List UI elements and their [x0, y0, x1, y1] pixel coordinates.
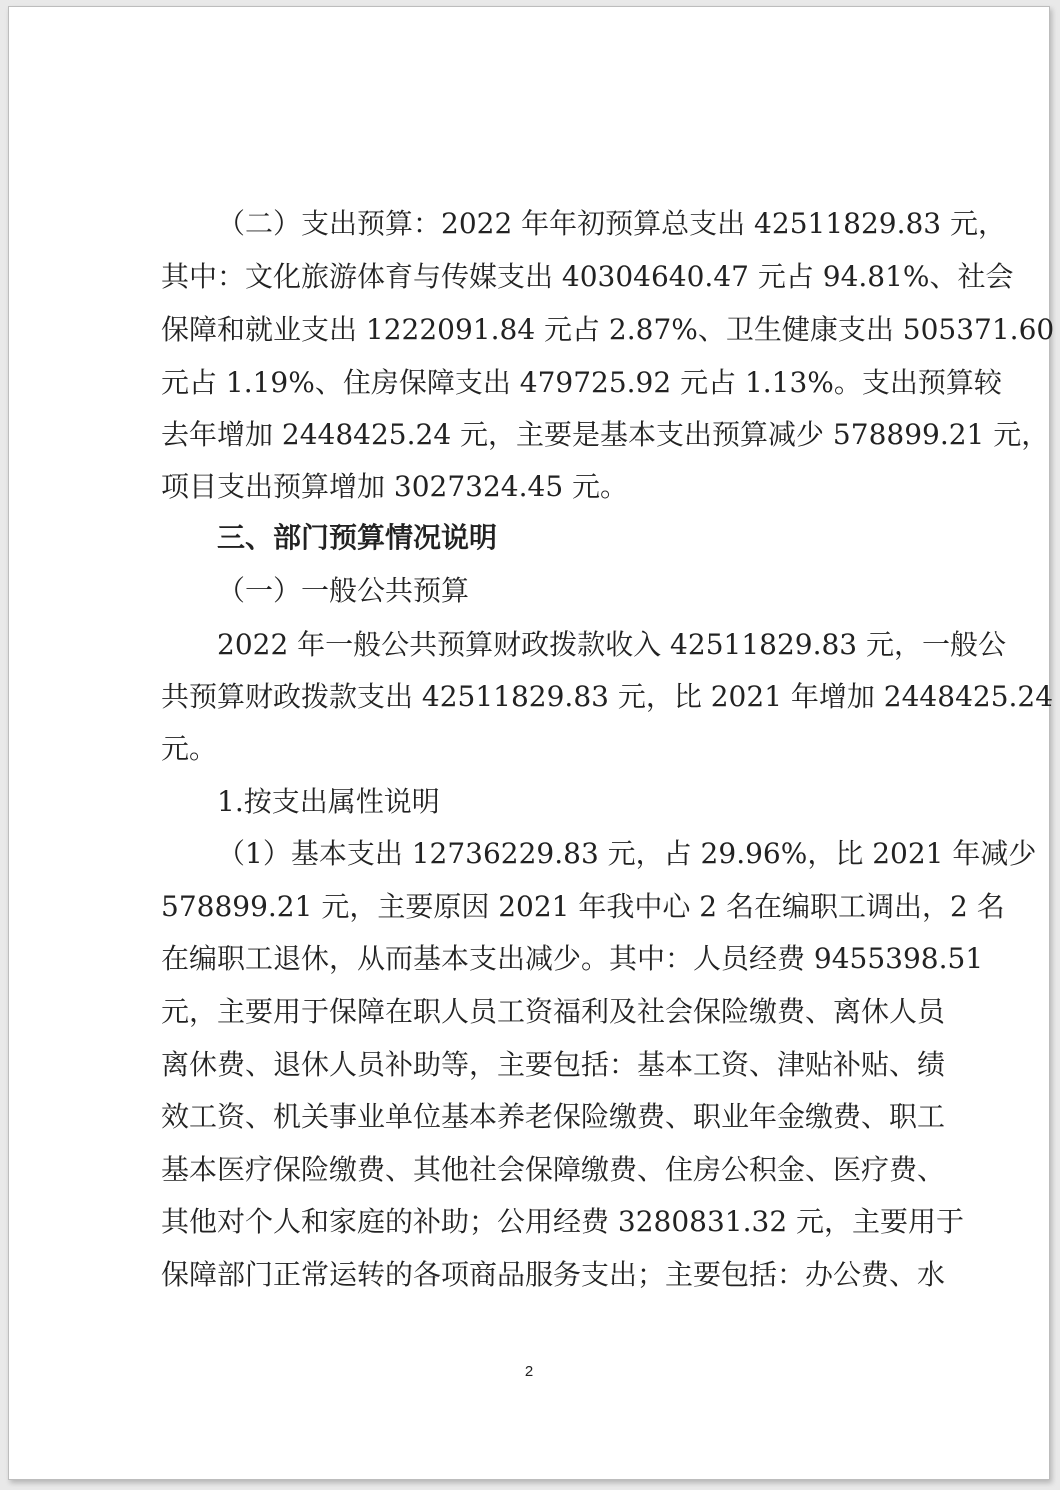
page-number: 2 — [524, 1363, 534, 1380]
text-line: 元。 — [161, 732, 218, 765]
text-line: 元，主要用于保障在职人员工资福利及社会保险缴费、离休人员 — [161, 995, 946, 1028]
text-line: 其中：文化旅游体育与传媒支出 40304640.47 元占 94.81%、社会 — [161, 260, 1014, 293]
text-line: 其他对个人和家庭的补助；公用经费 3280831.32 元，主要用于 — [161, 1205, 965, 1238]
subsection-heading: （一）一般公共预算 — [217, 574, 470, 607]
text-line: 2022 年一般公共预算财政拨款收入 42511829.83 元，一般公 — [217, 628, 1007, 661]
text-line: 去年增加 2448425.24 元，主要是基本支出预算减少 578899.21 元， — [161, 418, 1050, 451]
subsection-heading: 1.按支出属性说明 — [217, 785, 440, 818]
text-line: （二）支出预算：2022 年年初预算总支出 42511829.83 元， — [217, 207, 1007, 240]
text-line: 在编职工退休，从而基本支出减少。其中：人员经费 9455398.51 — [161, 942, 984, 975]
text-line: 效工资、机关事业单位基本养老保险缴费、职业年金缴费、职工 — [161, 1100, 946, 1133]
text-line: 离休费、退休人员补助等，主要包括：基本工资、津贴补贴、绩 — [161, 1048, 946, 1081]
text-line: 项目支出预算增加 3027324.45 元。 — [161, 470, 629, 503]
text-line: 保障和就业支出 1222091.84 元占 2.87%、卫生健康支出 505371.60 — [161, 313, 1055, 346]
section-heading: 三、部门预算情况说明 — [217, 521, 498, 554]
text-line: 基本医疗保险缴费、其他社会保障缴费、住房公积金、医疗费、 — [161, 1153, 946, 1186]
text-line: 保障部门正常运转的各项商品服务支出；主要包括：办公费、水 — [161, 1258, 946, 1291]
text-line: 元占 1.19%、住房保障支出 479725.92 元占 1.13%。支出预算较 — [161, 366, 1002, 399]
document-page — [8, 6, 1055, 1480]
text-line: （1）基本支出 12736229.83 元，占 29.96%，比 2021 年减少 — [217, 837, 1037, 870]
text-line: 578899.21 元，主要原因 2021 年我中心 2 名在编职工调出，2 名 — [161, 890, 1005, 923]
text-line: 共预算财政拨款支出 42511829.83 元，比 2021 年增加 2448425.24 — [161, 680, 1054, 713]
